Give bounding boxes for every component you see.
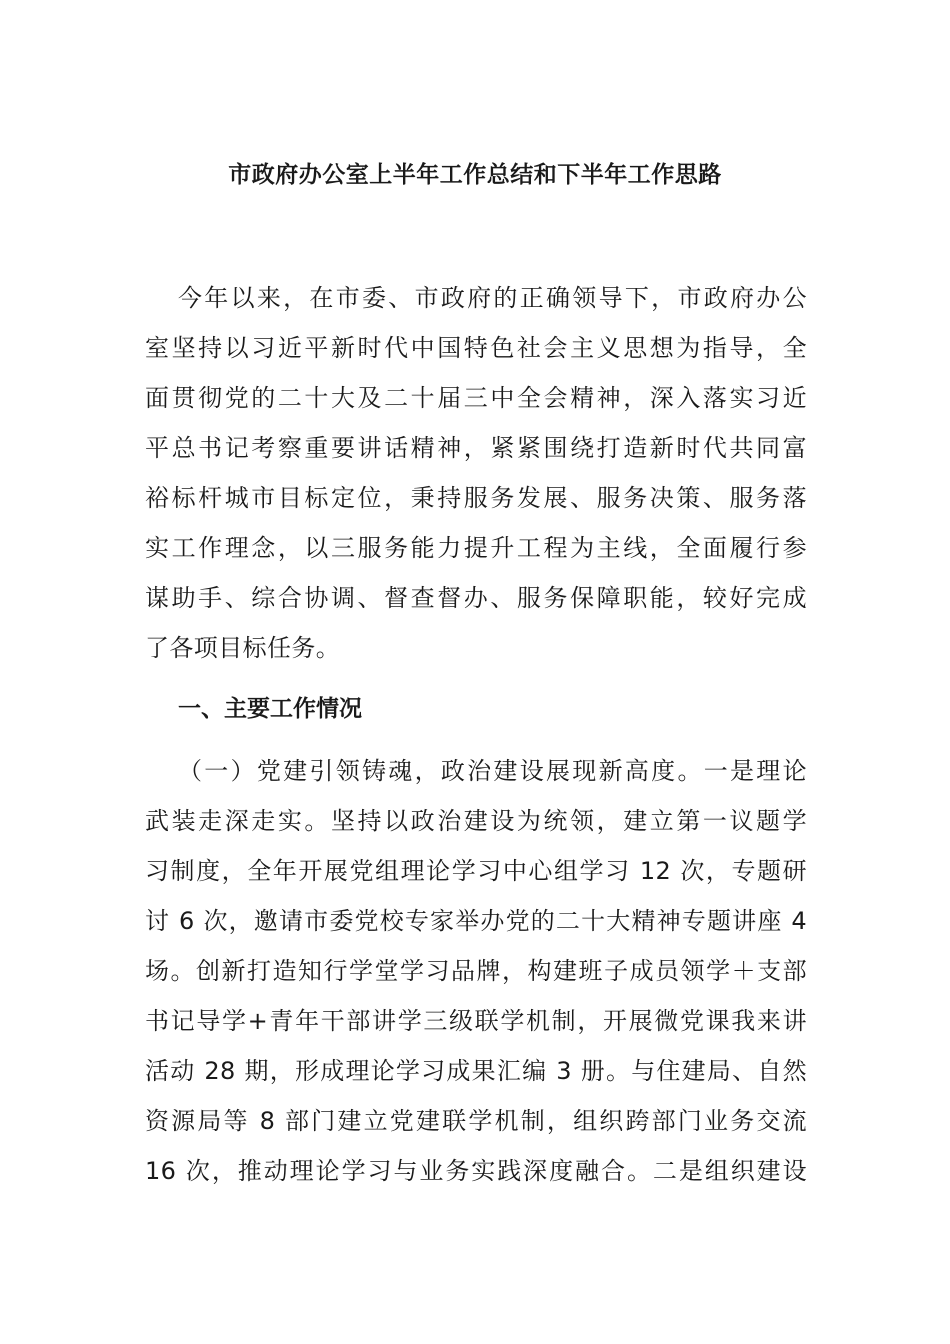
paragraph-line: 了各项目标任务。: [145, 634, 341, 662]
paragraph-line: 书记导学+青年干部讲学三级联学机制，开展微党课我来讲: [145, 1007, 807, 1035]
section-heading: 一、主要工作情况: [178, 696, 362, 722]
paragraph-line: 实工作理念，以三服务能力提升工程为主线，全面履行参: [145, 534, 807, 562]
paragraph-line: 资源局等 8 部门建立党建联学机制，组织跨部门业务交流: [145, 1107, 807, 1135]
paragraph-line: 面贯彻党的二十大及二十届三中全会精神，深入落实习近: [145, 384, 807, 412]
paragraph-line: 武装走深走实。坚持以政治建设为统领，建立第一议题学: [145, 807, 807, 835]
paragraph-line: 讨 6 次，邀请市委党校专家举办党的二十大精神专题讲座 4: [145, 907, 807, 935]
paragraph-line: 习制度，全年开展党组理论学习中心组学习 12 次，专题研: [145, 857, 807, 885]
paragraph-line: 室坚持以习近平新时代中国特色社会主义思想为指导，全: [145, 334, 807, 362]
paragraph-line: 谋助手、综合协调、督查督办、服务保障职能，较好完成: [145, 584, 807, 612]
paragraph-line: 裕标杆城市目标定位，秉持服务发展、服务决策、服务落: [145, 484, 807, 512]
paragraph-line: 场。创新打造知行学堂学习品牌，构建班子成员领学＋支部: [145, 957, 807, 985]
document-title: 市政府办公室上半年工作总结和下半年工作思路: [228, 162, 722, 188]
paragraph-line: 16 次，推动理论学习与业务实践深度融合。二是组织建设: [145, 1157, 807, 1185]
paragraph-line: 平总书记考察重要讲话精神，紧紧围绕打造新时代共同富: [145, 434, 807, 462]
paragraph-line: （一）党建引领铸魂，政治建设展现新高度。一是理论: [178, 757, 807, 785]
paragraph-line: 今年以来，在市委、市政府的正确领导下，市政府办公: [178, 284, 807, 312]
paragraph-line: 活动 28 期，形成理论学习成果汇编 3 册。与住建局、自然: [145, 1057, 807, 1085]
